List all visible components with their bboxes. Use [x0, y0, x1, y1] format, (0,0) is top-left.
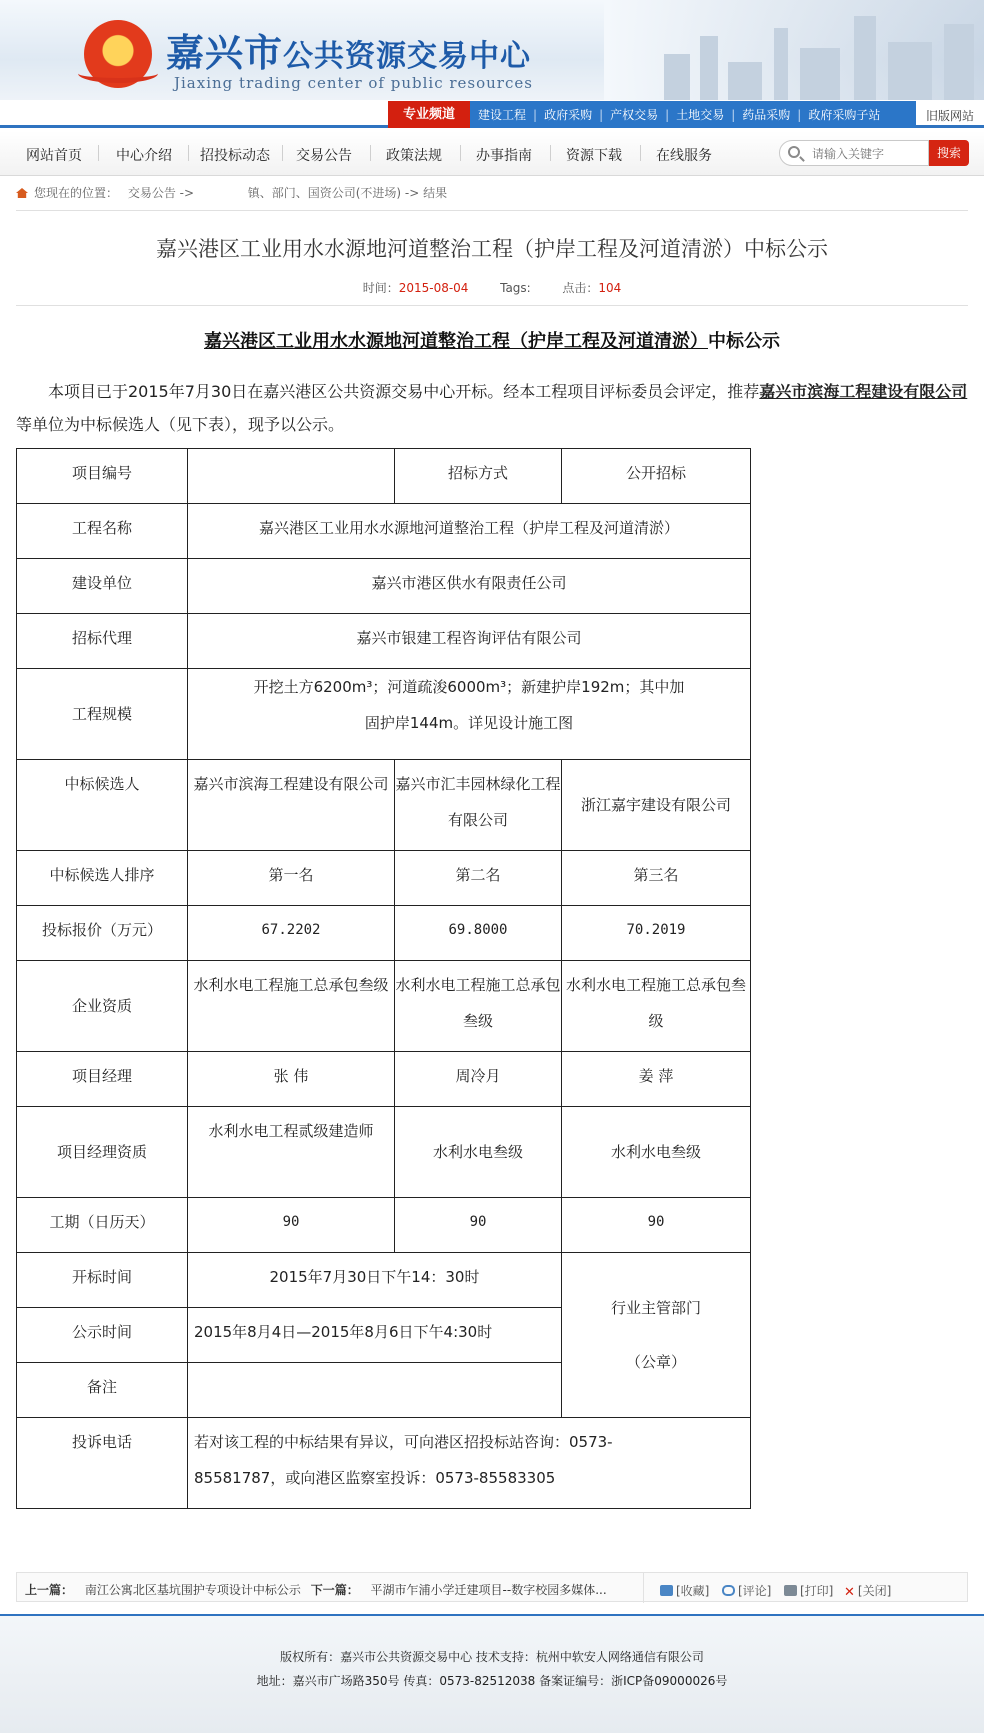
- label-manager-qualification: 项目经理资质: [17, 1107, 188, 1198]
- label-scale: 工程规模: [17, 669, 188, 760]
- rank-2: 第二名: [395, 851, 562, 906]
- nav-home[interactable]: 网站首页: [26, 148, 82, 164]
- bid-method: 公开招标: [562, 449, 751, 504]
- label-qualification: 企业资质: [17, 961, 188, 1052]
- label-agent: 招标代理: [17, 614, 188, 669]
- candidate-3: 浙江嘉宇建设有限公司: [562, 760, 751, 851]
- agent: 嘉兴市银建工程咨询评估有限公司: [188, 614, 751, 669]
- qualification-2: 水利水电工程施工总承包叁级: [395, 961, 562, 1052]
- channel-links: 建设工程 | 政府采购 | 产权交易 | 土地交易 | 药品采购 | 政府采购子站: [470, 101, 916, 128]
- nav-policies[interactable]: 政策法规: [386, 148, 442, 164]
- manager-qualification-1: 水利水电工程贰级建造师: [188, 1107, 395, 1198]
- candidate-2: 嘉兴市汇丰园林绿化工程有限公司: [395, 760, 562, 851]
- prev-article-link[interactable]: 南江公寓北区基坑围护专项设计中标公示: [84, 1583, 301, 1597]
- award-table: [16, 448, 751, 1509]
- manager-1: 张 伟: [188, 1052, 395, 1107]
- close-icon: ✕: [844, 1585, 855, 1600]
- manager-2: 周冷月: [395, 1052, 562, 1107]
- project-name: 嘉兴港区工业用水水源地河道整治工程（护岸工程及河道清淤）: [188, 504, 751, 559]
- channel-link-gov-substation[interactable]: 政府采购子站: [808, 108, 881, 122]
- next-article-link[interactable]: 平湖市乍浦小学迁建项目--数字校园多媒体...: [370, 1583, 607, 1597]
- channel-link-gov-procurement[interactable]: 政府采购: [544, 108, 593, 122]
- complaint-info: 若对该工程的中标结果有异议，可向港区招投标站咨询：0573-85581787，或向港区监察室投诉：0573-85583305: [188, 1418, 751, 1509]
- price-1: 67.2202: [188, 906, 395, 961]
- label-project-name: 工程名称: [17, 504, 188, 559]
- manager-qualification-2: 水利水电叁级: [395, 1107, 562, 1198]
- breadcrumb-announcements[interactable]: 交易公告 ->: [127, 186, 195, 200]
- label-dept: 行业主管部门: [610, 1299, 701, 1317]
- footer-address: 地址：嘉兴市广场路350号 传真：0573-82512038 备案证编号：浙ICP备09000026号: [256, 1674, 728, 1688]
- nav-announcements[interactable]: 交易公告: [296, 148, 352, 164]
- manager-3: 姜 萍: [562, 1052, 751, 1107]
- close-button[interactable]: ✕ [关闭]: [844, 1584, 892, 1600]
- label-open-time: 开标时间: [17, 1253, 188, 1308]
- open-time: 2015年7月30日下午14：30时: [188, 1253, 562, 1308]
- site-logo-icon[interactable]: [84, 20, 152, 88]
- site-footer: [0, 1614, 984, 1733]
- main-nav: [0, 131, 984, 176]
- click-count: 104: [598, 281, 622, 295]
- dept-seal: [562, 1253, 751, 1418]
- article-navigation: [16, 1572, 968, 1602]
- breadcrumb-results[interactable]: 镇、部门、国资公司(不进场) -> 结果: [247, 186, 448, 200]
- nav-online-service[interactable]: 在线服务: [656, 148, 712, 164]
- document-heading: 嘉兴港区工业用水水源地河道整治工程（护岸工程及河道清淤）中标公示: [204, 331, 780, 352]
- search-input[interactable]: [812, 145, 924, 163]
- label-manager: 项目经理: [17, 1052, 188, 1107]
- manager-qualification-3: 水利水电叁级: [562, 1107, 751, 1198]
- qualification-1: 水利水电工程施工总承包叁级: [188, 961, 395, 1052]
- period-1: 90: [188, 1198, 395, 1253]
- comment-icon: [722, 1585, 735, 1596]
- footer-copyright: 版权所有：嘉兴市公共资源交易中心 技术支持：杭州中软安人网络通信有限公司: [280, 1650, 704, 1664]
- label-rank: 中标候选人排序: [17, 851, 188, 906]
- site-title[interactable]: 嘉兴市公共资源交易中心: [166, 30, 532, 75]
- printer-icon: [784, 1585, 797, 1596]
- label-publicity-time: 公示时间: [17, 1308, 188, 1363]
- price-2: 69.8000: [395, 906, 562, 961]
- special-channel-tab[interactable]: 专业频道: [388, 101, 470, 128]
- period-3: 90: [562, 1198, 751, 1253]
- channel-link-land[interactable]: 土地交易: [676, 108, 725, 122]
- label-project-no: 项目编号: [17, 449, 188, 504]
- project-no: [188, 449, 395, 504]
- builder: 嘉兴市港区供水有限责任公司: [188, 559, 751, 614]
- prev-next: 上一篇： 南江公寓北区基坑围护专项设计中标公示 下一篇： 平湖市乍浦小学迁建项目--数字校园多媒体...: [25, 1583, 607, 1597]
- recommended-winner: 嘉兴市滨海工程建设有限公司: [759, 382, 968, 401]
- rank-1: 第一名: [188, 851, 395, 906]
- old-site-link[interactable]: 旧版网站: [926, 109, 975, 123]
- site-subtitle: Jiaxing trading center of public resources: [174, 74, 533, 92]
- nav-about[interactable]: 中心介绍: [116, 148, 172, 164]
- nav-bidding-news[interactable]: 招投标动态: [200, 148, 270, 164]
- label-price: 投标报价（万元）: [17, 906, 188, 961]
- label-bid-method: 招标方式: [395, 449, 562, 504]
- comment-button[interactable]: [评论]: [722, 1582, 771, 1599]
- remark: [188, 1363, 562, 1418]
- period-2: 90: [395, 1198, 562, 1253]
- candidate-1: 嘉兴市滨海工程建设有限公司: [188, 760, 395, 851]
- search-icon: [788, 146, 800, 158]
- channel-nav: [0, 100, 984, 128]
- site-banner: [0, 0, 984, 100]
- nav-guide[interactable]: 办事指南: [476, 148, 532, 164]
- article-meta: 时间：2015-08-04 Tags: 点击：104: [362, 281, 622, 295]
- channel-link-construction[interactable]: 建设工程: [478, 108, 527, 122]
- label-remark: 备注: [17, 1363, 188, 1418]
- page-title: 嘉兴港区工业用水水源地河道整治工程（护岸工程及河道清淤）中标公示: [156, 237, 828, 261]
- publicity-time: 2015年8月4日—2015年8月6日下午4:30时: [188, 1308, 562, 1363]
- breadcrumb: 您现在的位置： 交易公告 -> 镇、部门、国资公司(不进场) -> 结果: [16, 184, 447, 201]
- print-button[interactable]: [打印]: [784, 1582, 833, 1599]
- nav-downloads[interactable]: 资源下载: [566, 148, 622, 164]
- home-icon: [16, 188, 28, 198]
- search-field[interactable]: [779, 140, 929, 166]
- tags-label: Tags:: [500, 281, 531, 295]
- collect-button[interactable]: [收藏]: [660, 1582, 709, 1599]
- project-scale: 开挖土方6200m³；河道疏浚6000m³；新建护岸192m；其中加固护岸144m。详见设计施工图: [188, 669, 751, 760]
- label-builder: 建设单位: [17, 559, 188, 614]
- qualification-3: 水利水电工程施工总承包叁级: [562, 961, 751, 1052]
- label-period: 工期（日历天）: [17, 1198, 188, 1253]
- folder-icon: [660, 1585, 673, 1596]
- skyline-decoration: [604, 0, 984, 100]
- intro-paragraph: 本项目已于2015年7月30日在嘉兴港区公共资源交易中心开标。经本工程项目评标委员会评定，推荐嘉兴市滨海工程建设有限公司等单位为中标候选人（见下表），现予以公示。: [16, 382, 968, 434]
- label-complaint: 投诉电话: [17, 1418, 188, 1509]
- article-tools: [643, 1573, 967, 1603]
- channel-link-property[interactable]: 产权交易: [610, 108, 659, 122]
- rank-3: 第三名: [562, 851, 751, 906]
- channel-link-medicine[interactable]: 药品采购: [742, 108, 791, 122]
- price-3: 70.2019: [562, 906, 751, 961]
- label-candidates: 中标候选人: [17, 760, 188, 851]
- search-button[interactable]: 搜索: [929, 140, 969, 166]
- label-seal: （公章）: [625, 1353, 686, 1371]
- publish-date: 2015-08-04: [398, 281, 469, 295]
